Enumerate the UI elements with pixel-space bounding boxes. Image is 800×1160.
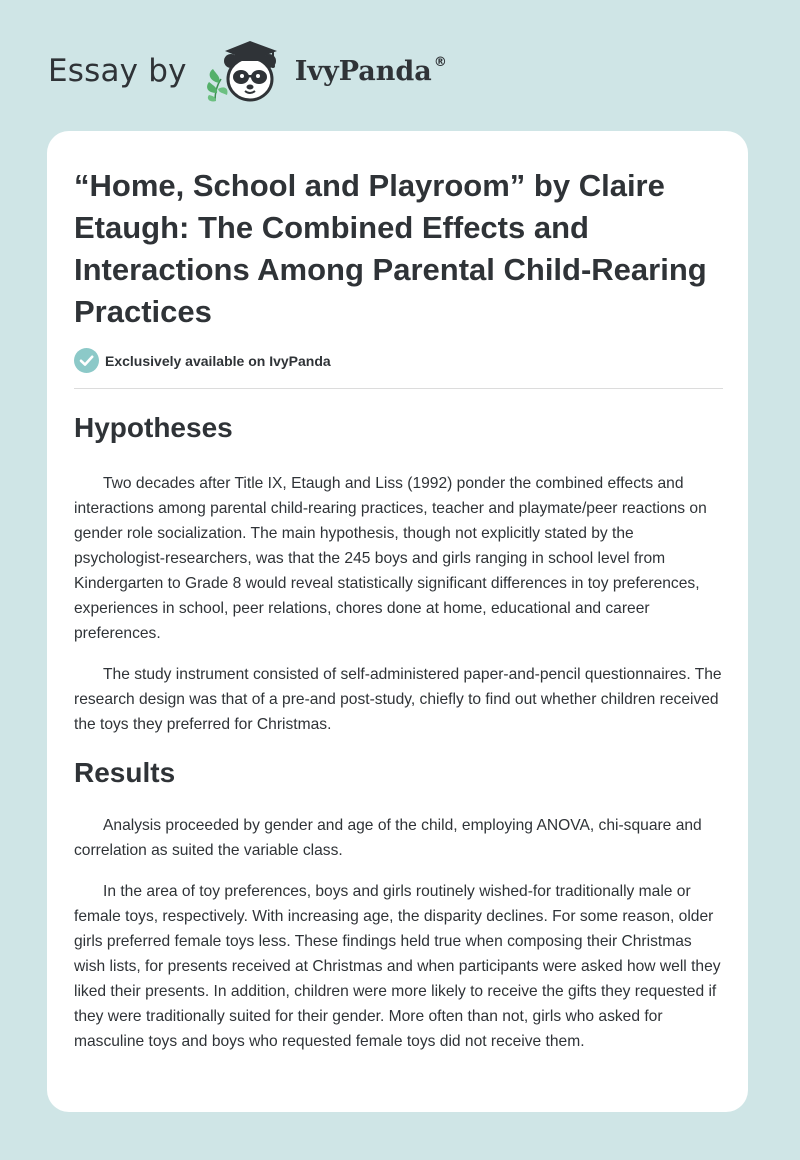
section-heading-results: Results [74, 757, 176, 788]
paragraph: Two decades after Title IX, Etaugh and Liss (1992) ponder the combined effects and interactions among parental child-rearing practices, teacher and playmate/peer reactions on gender role socialization. The main hypothesis, though not explicitly stated by the psychologist-researchers, was that the 245 boys and girls ranging in school level from Kindergarten to Grade 8 would reveal statistically significant differences in toy preferences, experiences in school, peer relations, chores done at home, educational and career preferences. [74, 475, 707, 642]
section-heading-hypotheses: Hypotheses [74, 412, 233, 443]
brand-prefix: Essay by [48, 53, 187, 89]
paragraph: Analysis proceeded by gender and age of the child, employing ANOVA, chi-square and correlation as suited the variable class. [74, 817, 702, 859]
article-title: “Home, School and Playroom” by Claire Etaugh: The Combined Effects and Interactions Among Parental Child-Rearing Practices [74, 168, 707, 329]
article-body [74, 407, 724, 1054]
paragraph: In the area of toy preferences, boys and girls routinely wished-for traditionally male or female toys, respectively. With increasing age, the disparity declines. For some reason, older girls preferred female toys less. These findings held true when composing their Christmas wish lists, for presents received at Christmas and when participants were asked how well they liked their presents. In addition, children were more likely to receive the gifts they requested if they were traditionally suited for their gender. More often than not, girls who asked for masculine toys and boys who requested female toys did not receive them. [74, 883, 721, 1050]
brand-header[interactable] [48, 36, 447, 106]
paragraph: The study instrument consisted of self-administered paper-and-pencil questionnaires. The research design was that of a pre-and post-study, chiefly to find out whether children received the toys they preferred for Christmas. [74, 666, 722, 733]
registered-mark: ® [433, 54, 447, 70]
exclusive-badge [74, 348, 331, 373]
check-circle-icon [74, 348, 99, 373]
article-card [47, 131, 748, 1112]
panda-logo-icon [201, 35, 293, 107]
divider [74, 388, 723, 389]
exclusive-label: Exclusively available on IvyPanda [105, 352, 331, 369]
brand-name: IvyPanda [294, 55, 432, 87]
